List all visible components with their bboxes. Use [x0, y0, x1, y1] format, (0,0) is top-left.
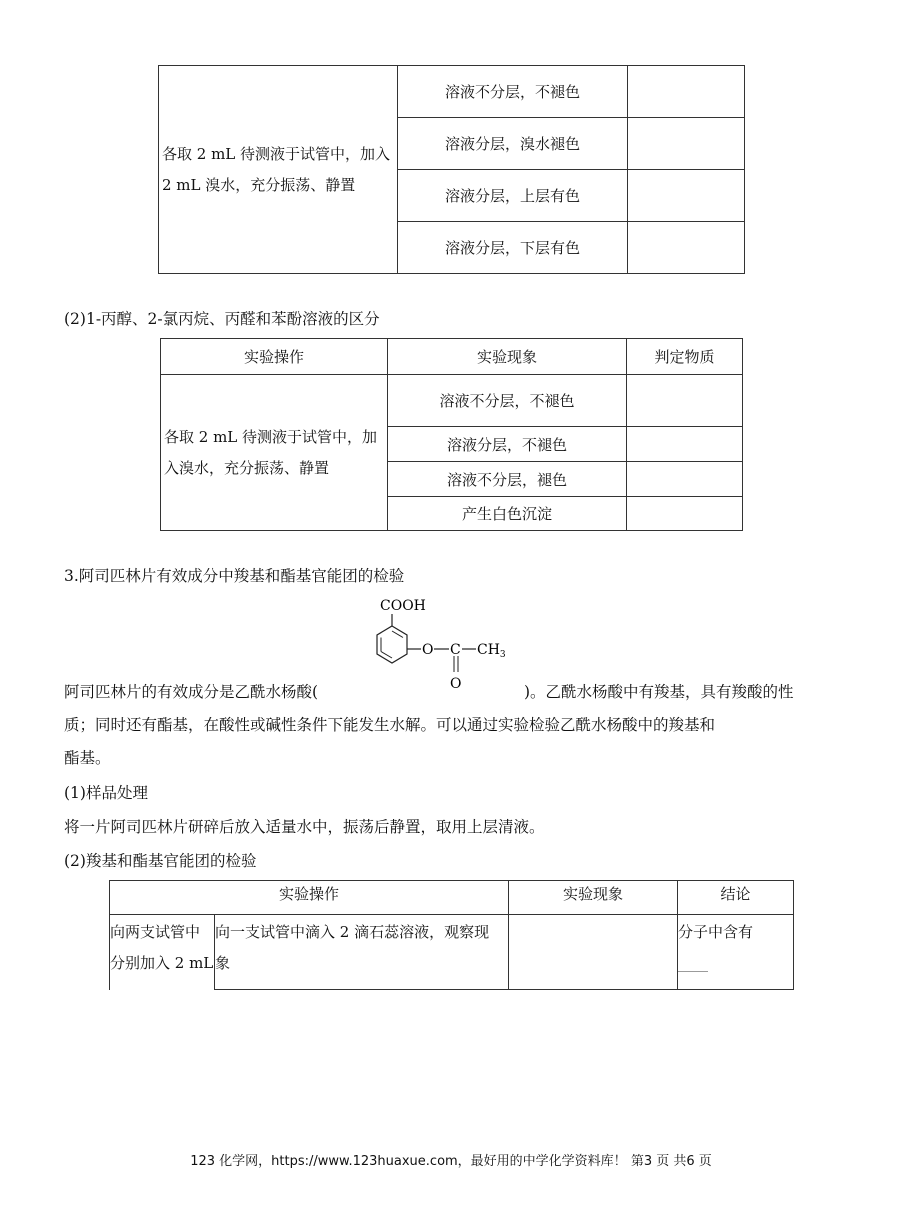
phenomenon-cell: 产生白色沉淀	[388, 497, 627, 531]
operation-line2: 入溴水，充分振荡、静置	[164, 458, 330, 477]
conclusion-text: 分子中含有	[678, 923, 754, 941]
page-footer: 123 化学网，https://www.123huaxue.com，最好用的中学化学资料库！ 第3 页 共6 页	[190, 1154, 712, 1169]
result-cell	[628, 118, 745, 170]
carbonyl-oxygen: O	[450, 676, 462, 692]
operation-common-line1: 向两支试管中	[110, 923, 201, 941]
operation-step-line2: 象	[215, 954, 231, 972]
header-phenomenon: 实验现象	[509, 881, 678, 915]
paragraph-line3: 酯基。	[64, 749, 111, 767]
operation-common-cell	[110, 915, 215, 990]
result-cell	[628, 66, 745, 118]
conclusion-blank: ____	[678, 954, 708, 972]
paragraph-line1b: )。乙酰水杨酸中有羧基，具有羧酸的性	[524, 683, 794, 701]
paragraph-line2: 质；同时还有酯基，在酸性或碱性条件下能发生水解。可以通过实验检验乙酰水杨酸中的羧基和	[64, 716, 716, 734]
header-operation: 实验操作	[161, 339, 388, 375]
substance-cell	[627, 497, 743, 531]
substance-cell	[627, 427, 743, 462]
aspirin-structure-diagram	[362, 592, 522, 696]
paragraph-line1a: 阿司匹林片的有效成分是乙酰水杨酸(	[64, 683, 319, 701]
operation-line1: 各取 2 mL 待测液于试管中，加	[164, 427, 378, 446]
header-operation: 实验操作	[110, 881, 509, 915]
section3-title: 3.阿司匹林片有效成分中羧基和酯基官能团的检验	[64, 567, 405, 585]
subsection1-title: (1)样品处理	[64, 784, 148, 802]
operation-line2: 2 mL 溴水，充分振荡、静置	[162, 175, 356, 194]
carbonyl-carbon: C	[450, 642, 461, 658]
subsection1-text: 将一片阿司匹林片研碎后放入适量水中，振荡后静置，取用上层清液。	[64, 818, 545, 836]
methyl-subscript: 3	[499, 650, 506, 660]
table-distinguish	[160, 338, 743, 531]
table-functional-groups	[109, 880, 794, 990]
phenomenon-cell	[509, 915, 678, 990]
ester-oxygen: O	[422, 642, 434, 658]
phenomenon-cell: 溶液不分层，不褪色	[398, 66, 628, 118]
phenomenon-cell: 溶液分层，下层有色	[398, 222, 628, 274]
methyl-ch: CH	[477, 642, 500, 658]
header-phenomenon: 实验现象	[388, 339, 627, 375]
operation-line1: 各取 2 mL 待测液于试管中，加入	[162, 144, 391, 163]
substance-cell	[627, 462, 743, 497]
operation-common-line2: 分别加入 2 mL	[110, 954, 214, 972]
phenomenon-cell: 溶液分层，溴水褪色	[398, 118, 628, 170]
phenomenon-cell: 溶液分层，上层有色	[398, 170, 628, 222]
operation-step-cell	[215, 915, 509, 990]
phenomenon-cell: 溶液不分层，褪色	[388, 462, 627, 497]
section2-title: (2)1-丙醇、2-氯丙烷、丙醛和苯酚溶液的区分	[64, 310, 380, 328]
table-bromine-water	[158, 65, 745, 274]
subsection2-title: (2)羧基和酯基官能团的检验	[64, 852, 257, 870]
methyl-group	[477, 642, 506, 660]
substance-cell	[627, 375, 743, 427]
result-cell	[628, 170, 745, 222]
cooh-label: COOH	[380, 598, 426, 614]
result-cell	[628, 222, 745, 274]
phenomenon-cell: 溶液分层，不褪色	[388, 427, 627, 462]
phenomenon-cell: 溶液不分层，不褪色	[388, 375, 627, 427]
operation-cell	[159, 66, 398, 274]
operation-step-line1: 向一支试管中滴入 2 滴石蕊溶液，观察现	[215, 923, 490, 941]
operation-cell	[161, 375, 388, 531]
conclusion-cell	[678, 915, 794, 990]
header-conclusion: 结论	[678, 881, 794, 915]
header-substance: 判定物质	[627, 339, 743, 375]
